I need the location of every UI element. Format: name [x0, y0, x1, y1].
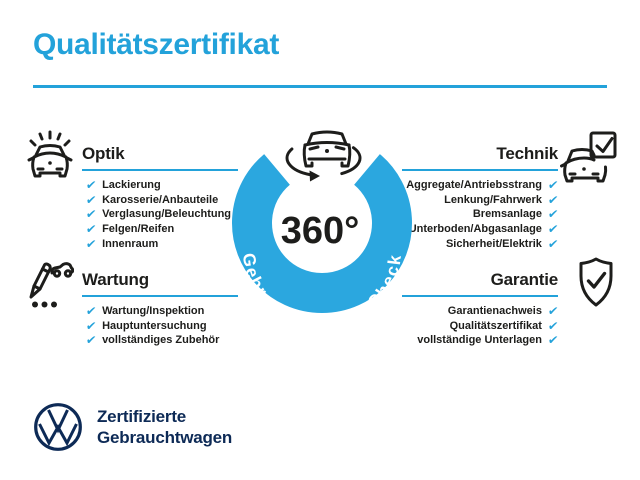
- check-icon: ✔: [546, 318, 559, 333]
- check-icon: ✔: [85, 318, 98, 333]
- check-icon: ✔: [85, 192, 98, 207]
- list-item: ✔ Felgen/Reifen: [85, 222, 175, 237]
- check-icon: ✔: [546, 192, 559, 207]
- section-underline: [82, 169, 238, 171]
- list-item: Unterboden/Abgasanlage ✔: [408, 222, 559, 237]
- check-icon: ✔: [546, 333, 559, 348]
- header-rule: [33, 85, 607, 88]
- check-icon: ✔: [546, 236, 559, 251]
- list-item: ✔ Innenraum: [85, 236, 159, 251]
- page-title: Qualitätszertifikat: [33, 28, 280, 61]
- list-item: Bremsanlage ✔: [472, 207, 559, 222]
- list-item: ✔ Wartung/Inspektion: [85, 304, 205, 319]
- list-item: ✔ Verglasung/Beleuchtung: [85, 207, 232, 222]
- check-icon: ✔: [85, 333, 98, 348]
- shield-check-icon: [574, 256, 618, 315]
- list-item: ✔ vollständiges Zubehör: [85, 333, 220, 348]
- check-icon: ✔: [85, 236, 98, 251]
- list-item: Aggregate/Antriebsstrang ✔: [406, 178, 559, 193]
- check-icon: ✔: [85, 304, 98, 319]
- check-icon: ✔: [85, 207, 98, 222]
- checklist-wartung: [86, 304, 219, 348]
- list-item: ✔ Karosserie/Anbauteile: [85, 192, 219, 207]
- check-icon: ✔: [546, 207, 559, 222]
- check-icon: ✔: [85, 222, 98, 237]
- section-underline: [402, 295, 558, 297]
- check-icon: ✔: [546, 222, 559, 237]
- section-title-optik: Optik: [82, 144, 125, 163]
- check-icon: ✔: [85, 178, 98, 193]
- brand-line-1: Zertifizierte: [97, 407, 187, 426]
- list-item: ✔ Lackierung: [85, 178, 161, 193]
- section-title-garantie: Garantie: [490, 270, 558, 289]
- list-item: vollständige Unterlagen ✔: [417, 333, 559, 348]
- list-item: Qualitätszertifikat ✔: [449, 318, 559, 333]
- check-icon: ✔: [546, 178, 559, 193]
- brand-wordmark: [97, 406, 232, 448]
- checklist-optik: [86, 178, 231, 251]
- checklist-garantie: [417, 304, 558, 348]
- list-item: Garantienachweis ✔: [447, 304, 559, 319]
- section-underline: [82, 295, 238, 297]
- pencil-car-icon: [26, 256, 74, 315]
- section-title-technik: Technik: [496, 144, 558, 163]
- brand-line-2: Gebrauchtwagen: [97, 428, 233, 447]
- rotating-car-icon: [287, 132, 360, 182]
- section-underline: [402, 169, 558, 171]
- degrees-label: 360°: [280, 210, 360, 252]
- list-item: Sicherheit/Elektrik ✔: [445, 236, 559, 251]
- vw-logo: [33, 402, 83, 457]
- check-icon: ✔: [546, 304, 559, 319]
- 360-check-ring: [222, 118, 422, 333]
- list-item: ✔ Hauptuntersuchung: [85, 318, 207, 333]
- car-checkbox-icon: [560, 130, 620, 191]
- ring-label: Gebrauchtwagen-Check: [238, 251, 406, 328]
- list-item: Lenkung/Fahrwerk ✔: [444, 192, 559, 207]
- car-shine-icon: [26, 130, 74, 187]
- checklist-technik: [406, 178, 558, 251]
- section-title-wartung: Wartung: [82, 270, 149, 289]
